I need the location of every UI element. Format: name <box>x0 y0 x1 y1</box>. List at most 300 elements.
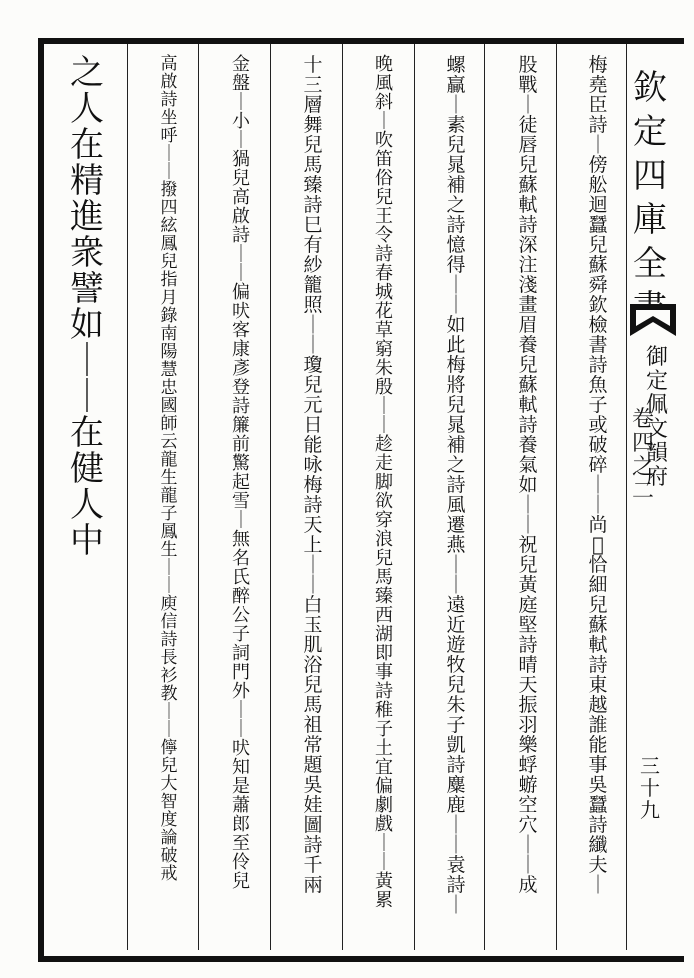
glyph: 羽 <box>518 714 538 736</box>
glyph: 精 <box>70 161 104 201</box>
glyph: 醉 <box>232 586 250 607</box>
glyph: 氣 <box>518 454 538 476</box>
text-column-3 <box>431 56 481 916</box>
glyph: 麋 <box>446 774 466 796</box>
glyph: 如 <box>446 314 466 336</box>
glyph: 草 <box>375 320 393 341</box>
glyph: ｜ <box>446 894 466 916</box>
glyph: 將 <box>446 374 466 396</box>
glyph: 兒 <box>303 674 323 696</box>
glyph: 兒 <box>518 154 538 176</box>
glyph: 股 <box>518 54 538 76</box>
glyph: 公 <box>232 605 250 626</box>
glyph: ｜ <box>375 852 393 873</box>
glyph: ｜ <box>160 576 178 596</box>
glyph: ｜ <box>70 377 104 417</box>
glyph: 慧 <box>160 360 178 380</box>
glyph: 詩 <box>303 834 323 856</box>
glyph: 鹿 <box>446 794 466 816</box>
glyph: 蘇 <box>518 174 538 196</box>
glyph: 戒 <box>160 864 178 884</box>
glyph: ｜ <box>446 94 466 116</box>
glyph: ｜ <box>588 474 608 496</box>
text-column-5 <box>288 56 338 896</box>
glyph: 兒 <box>588 594 608 616</box>
glyph: 堅 <box>518 614 538 636</box>
glyph: 籠 <box>303 274 323 296</box>
glyph: 袁 <box>446 854 466 876</box>
glyph: 在 <box>70 125 104 165</box>
glyph: 三 <box>303 74 323 96</box>
glyph: 牧 <box>446 654 466 676</box>
glyph: 定 <box>633 112 667 152</box>
glyph: 蘇 <box>518 374 538 396</box>
glyph: ｜ <box>446 274 466 296</box>
glyph: 外 <box>232 681 250 702</box>
glyph: 兒 <box>160 756 178 776</box>
glyph: 祝 <box>518 534 538 556</box>
glyph: 吳 <box>588 774 608 796</box>
glyph: 教 <box>160 684 178 704</box>
glyph: 斜 <box>375 92 393 113</box>
glyph: 詩 <box>232 396 250 417</box>
glyph: 詩 <box>375 244 393 265</box>
glyph: 養 <box>518 434 538 456</box>
glyph: 越 <box>588 694 608 716</box>
column-rule <box>342 44 343 950</box>
glyph: 詩 <box>160 630 178 650</box>
glyph: 舩 <box>588 174 608 196</box>
glyph: 人 <box>70 89 104 129</box>
glyph: ｜ <box>518 94 538 116</box>
glyph: 譬 <box>70 269 104 309</box>
glyph: 師 <box>160 414 178 434</box>
glyph: ｜ <box>232 263 250 284</box>
column-rule <box>270 44 271 950</box>
glyph: 稚 <box>375 700 393 721</box>
glyph: 詩 <box>446 754 466 776</box>
glyph: 西 <box>375 605 393 626</box>
glyph: 氏 <box>232 567 250 588</box>
glyph: 長 <box>160 648 178 668</box>
glyph: 吳 <box>303 774 323 796</box>
glyph: 簾 <box>232 415 250 436</box>
glyph: 日 <box>303 414 323 436</box>
glyph: 欽 <box>588 294 608 316</box>
glyph: 遊 <box>446 634 466 656</box>
glyph: 舜 <box>588 274 608 296</box>
glyph: 雪 <box>232 491 250 512</box>
glyph: 上 <box>303 534 323 556</box>
glyph: 府 <box>646 465 669 490</box>
glyph: 玉 <box>303 614 323 636</box>
glyph: 馬 <box>375 567 393 588</box>
column-rule <box>414 44 415 950</box>
glyph: ｜ <box>375 415 393 436</box>
glyph: 月 <box>160 288 178 308</box>
glyph: 儜 <box>160 738 178 758</box>
glyph: 龍 <box>160 450 178 470</box>
glyph: 兒 <box>518 354 538 376</box>
glyph: 尚 <box>588 514 608 536</box>
glyph: 宜 <box>375 757 393 778</box>
glyph: 智 <box>160 792 178 812</box>
glyph: 畫 <box>518 294 538 316</box>
glyph: 或 <box>588 414 608 436</box>
glyph: ｜ <box>446 294 466 316</box>
glyph: 兒 <box>232 168 250 189</box>
glyph: 國 <box>160 396 178 416</box>
glyph: ｜ <box>70 341 104 381</box>
glyph: 馬 <box>303 154 323 176</box>
glyph: 十 <box>640 776 660 800</box>
glyph: 詩 <box>518 214 538 236</box>
glyph: 兒 <box>446 674 466 696</box>
glyph: 累 <box>375 890 393 911</box>
glyph: ｜ <box>518 854 538 876</box>
glyph: 傍 <box>588 154 608 176</box>
glyph: 客 <box>232 320 250 341</box>
glyph: 穿 <box>375 510 393 531</box>
glyph: 欲 <box>375 491 393 512</box>
glyph: 蠶 <box>588 794 608 816</box>
glyph: 補 <box>446 434 466 456</box>
glyph: 湖 <box>375 624 393 645</box>
glyph: 題 <box>303 754 323 776</box>
glyph: 晴 <box>518 654 538 676</box>
glyph: 事 <box>375 662 393 683</box>
glyph: ｜ <box>232 92 250 113</box>
glyph: 兒 <box>232 871 250 892</box>
text-column-6 <box>216 56 266 892</box>
glyph: 衆 <box>70 233 104 273</box>
glyph: 補 <box>446 174 466 196</box>
glyph: 詩 <box>518 414 538 436</box>
glyph: 細 <box>588 574 608 596</box>
glyph: 之 <box>70 53 104 93</box>
glyph: 忠 <box>160 378 178 398</box>
glyph: 定 <box>646 369 669 394</box>
glyph: 至 <box>232 833 250 854</box>
glyph: 土 <box>375 738 393 759</box>
glyph: ｜ <box>375 396 393 417</box>
glyph: 蠶 <box>588 214 608 236</box>
glyph: 詩 <box>588 114 608 136</box>
glyph: 夫 <box>588 854 608 876</box>
glyph: 呼 <box>160 126 178 146</box>
glyph: 門 <box>232 662 250 683</box>
glyph: 蕭 <box>232 795 250 816</box>
glyph: 穴 <box>518 814 538 836</box>
glyph: 在 <box>70 413 104 453</box>
glyph: 鳳 <box>160 522 178 542</box>
glyph: 朱 <box>446 694 466 716</box>
glyph: 迴 <box>588 194 608 216</box>
glyph: 詩 <box>232 225 250 246</box>
glyph: 吠 <box>232 301 250 322</box>
glyph: 深 <box>518 234 538 256</box>
glyph: 詩 <box>446 874 466 896</box>
glyph: 肌 <box>303 634 323 656</box>
glyph: 名 <box>232 548 250 569</box>
glyph: 瓊 <box>303 354 323 376</box>
glyph: 俗 <box>375 168 393 189</box>
glyph: 樂 <box>518 734 538 756</box>
glyph: 鳳 <box>160 234 178 254</box>
glyph: 舞 <box>303 114 323 136</box>
glyph: 健 <box>70 449 104 489</box>
glyph: 巳 <box>303 214 323 236</box>
glyph: 十 <box>303 54 323 76</box>
glyph: 兒 <box>303 374 323 396</box>
glyph: 天 <box>518 674 538 696</box>
glyph: 偏 <box>375 776 393 797</box>
glyph: 詩 <box>588 654 608 676</box>
glyph: ｜ <box>446 554 466 576</box>
glyph: 風 <box>446 494 466 516</box>
glyph: 信 <box>160 612 178 632</box>
glyph: 𭄠 <box>592 534 604 556</box>
glyph: 千 <box>303 854 323 876</box>
glyph: 啟 <box>160 72 178 92</box>
glyph: ｜ <box>303 314 323 336</box>
glyph: ｜ <box>232 244 250 265</box>
glyph: 中 <box>70 521 104 561</box>
glyph: 能 <box>588 734 608 756</box>
glyph: 文 <box>646 417 669 442</box>
glyph: 軾 <box>518 394 538 416</box>
glyph: 咏 <box>303 454 323 476</box>
glyph: 啟 <box>232 206 250 227</box>
volume-label <box>632 402 655 504</box>
glyph: 卷 <box>632 407 655 432</box>
glyph: 晚 <box>375 54 393 75</box>
glyph: 兒 <box>160 252 178 272</box>
glyph: 韻 <box>646 441 669 466</box>
glyph: 白 <box>303 594 323 616</box>
glyph: 如 <box>518 474 538 496</box>
glyph: 唇 <box>518 134 538 156</box>
glyph: 四 <box>632 431 655 456</box>
glyph: 四 <box>160 198 178 218</box>
glyph: 笛 <box>375 149 393 170</box>
glyph: 三 <box>640 754 660 778</box>
glyph: 生 <box>160 468 178 488</box>
glyph: 脚 <box>375 472 393 493</box>
text-column-2 <box>503 56 553 896</box>
glyph: 常 <box>303 734 323 756</box>
glyph: 兒 <box>518 554 538 576</box>
glyph: 高 <box>160 54 178 74</box>
glyph: 晁 <box>446 154 466 176</box>
glyph: 陽 <box>160 342 178 362</box>
glyph: 錄 <box>160 306 178 326</box>
glyph: 人 <box>70 485 104 525</box>
glyph: 天 <box>303 514 323 536</box>
glyph: 金 <box>232 54 250 75</box>
glyph: 蘇 <box>588 614 608 636</box>
glyph: ｜ <box>160 558 178 578</box>
glyph: 憶 <box>446 234 466 256</box>
glyph: 臣 <box>588 94 608 116</box>
glyph: ｜ <box>588 494 608 516</box>
glyph: 子 <box>232 624 250 645</box>
glyph: ｜ <box>160 702 178 722</box>
text-column-1 <box>573 56 623 896</box>
glyph: 祖 <box>303 714 323 736</box>
glyph: ｜ <box>588 134 608 156</box>
glyph: ｜ <box>518 834 538 856</box>
glyph: 欽 <box>633 68 667 108</box>
column-rule <box>556 44 557 950</box>
book-title <box>633 60 667 324</box>
glyph: 九 <box>640 798 660 822</box>
glyph: 詩 <box>588 814 608 836</box>
glyph: 眉 <box>518 314 538 336</box>
glyph: ｜ <box>232 719 250 740</box>
glyph: 詩 <box>518 634 538 656</box>
glyph: 層 <box>303 94 323 116</box>
glyph: ｜ <box>232 130 250 151</box>
glyph: 詩 <box>303 194 323 216</box>
glyph: 坐 <box>160 108 178 128</box>
glyph: 遠 <box>446 594 466 616</box>
glyph: 窮 <box>375 339 393 360</box>
glyph: 二 <box>632 479 655 504</box>
glyph: 誰 <box>588 714 608 736</box>
glyph: ｜ <box>232 510 250 531</box>
glyph: 御 <box>646 345 669 370</box>
glyph: 梅 <box>446 354 466 376</box>
glyph: 朱 <box>375 358 393 379</box>
text-column-7 <box>144 56 194 884</box>
glyph: 風 <box>375 73 393 94</box>
glyph: 走 <box>375 453 393 474</box>
glyph: 伶 <box>232 852 250 873</box>
glyph: 照 <box>303 294 323 316</box>
glyph: 佩 <box>646 393 669 418</box>
glyph: 戰 <box>518 74 538 96</box>
glyph: ｜ <box>518 494 538 516</box>
glyph: 燕 <box>446 534 466 556</box>
glyph: 黃 <box>518 574 538 596</box>
glyph: 絃 <box>160 216 178 236</box>
glyph: ｜ <box>303 554 323 576</box>
glyph: 娃 <box>303 794 323 816</box>
glyph: 春 <box>375 263 393 284</box>
glyph: 振 <box>518 694 538 716</box>
glyph: 養 <box>518 334 538 356</box>
glyph: 能 <box>303 434 323 456</box>
glyph: 花 <box>375 301 393 322</box>
glyph: 晁 <box>446 414 466 436</box>
glyph: ｜ <box>446 574 466 596</box>
glyph: 兒 <box>446 394 466 416</box>
glyph: ｜ <box>446 834 466 856</box>
glyph: 梅 <box>588 54 608 76</box>
glyph: 龍 <box>160 486 178 506</box>
glyph: 偏 <box>232 282 250 303</box>
glyph: 庫 <box>633 200 667 240</box>
glyph: 浴 <box>303 654 323 676</box>
text-column-8 <box>62 53 112 561</box>
glyph: 素 <box>446 114 466 136</box>
glyph: 之 <box>446 194 466 216</box>
glyph: 吹 <box>375 130 393 151</box>
folio-number <box>640 750 660 822</box>
glyph: 前 <box>232 434 250 455</box>
glyph: 書 <box>588 334 608 356</box>
glyph: ｜ <box>446 814 466 836</box>
glyph: 臻 <box>375 586 393 607</box>
glyph: 四 <box>633 156 667 196</box>
glyph: 全 <box>633 244 667 284</box>
glyph: 凱 <box>446 734 466 756</box>
glyph: 子 <box>375 719 393 740</box>
glyph: 指 <box>160 270 178 290</box>
glyph: 紗 <box>303 254 323 276</box>
glyph: 庾 <box>160 594 178 614</box>
glyph: 梅 <box>303 474 323 496</box>
glyph: 徒 <box>518 114 538 136</box>
glyph: 詩 <box>160 90 178 110</box>
glyph: 兒 <box>446 134 466 156</box>
glyph: 起 <box>232 472 250 493</box>
glyph: 撥 <box>160 180 178 200</box>
glyph: 事 <box>588 754 608 776</box>
glyph: 蘇 <box>588 254 608 276</box>
glyph: 殷 <box>375 377 393 398</box>
fishtail-mark-icon <box>628 300 678 340</box>
glyph: 蝣 <box>518 774 538 796</box>
glyph: 詩 <box>446 474 466 496</box>
glyph: 庭 <box>518 594 538 616</box>
glyph: ｜ <box>375 111 393 132</box>
glyph: 盤 <box>232 73 250 94</box>
glyph: 之 <box>446 454 466 476</box>
glyph: 子 <box>160 504 178 524</box>
glyph: 有 <box>303 234 323 256</box>
glyph: ｜ <box>232 700 250 721</box>
glyph: 魚 <box>588 374 608 396</box>
glyph: 圖 <box>303 814 323 836</box>
glyph: 得 <box>446 254 466 276</box>
glyph: 戲 <box>375 814 393 835</box>
glyph: 兒 <box>375 187 393 208</box>
glyph: 蜉 <box>518 754 538 776</box>
glyph: ｜ <box>303 334 323 356</box>
glyph: ｜ <box>160 144 178 164</box>
glyph: 碎 <box>588 454 608 476</box>
glyph: 衫 <box>160 666 178 686</box>
glyph: 黃 <box>375 871 393 892</box>
glyph: 恰 <box>588 554 608 576</box>
glyph: 堯 <box>588 74 608 96</box>
glyph: 空 <box>518 794 538 816</box>
glyph: 成 <box>518 874 538 896</box>
glyph: 無 <box>232 529 250 550</box>
glyph: 淺 <box>518 274 538 296</box>
glyph: 詩 <box>446 214 466 236</box>
glyph: 詩 <box>375 681 393 702</box>
glyph: 驚 <box>232 453 250 474</box>
glyph: 破 <box>160 846 178 866</box>
glyph: 子 <box>446 714 466 736</box>
glyph: 城 <box>375 282 393 303</box>
glyph: 贏 <box>446 74 466 96</box>
glyph: 高 <box>232 187 250 208</box>
glyph: 小 <box>232 111 250 132</box>
